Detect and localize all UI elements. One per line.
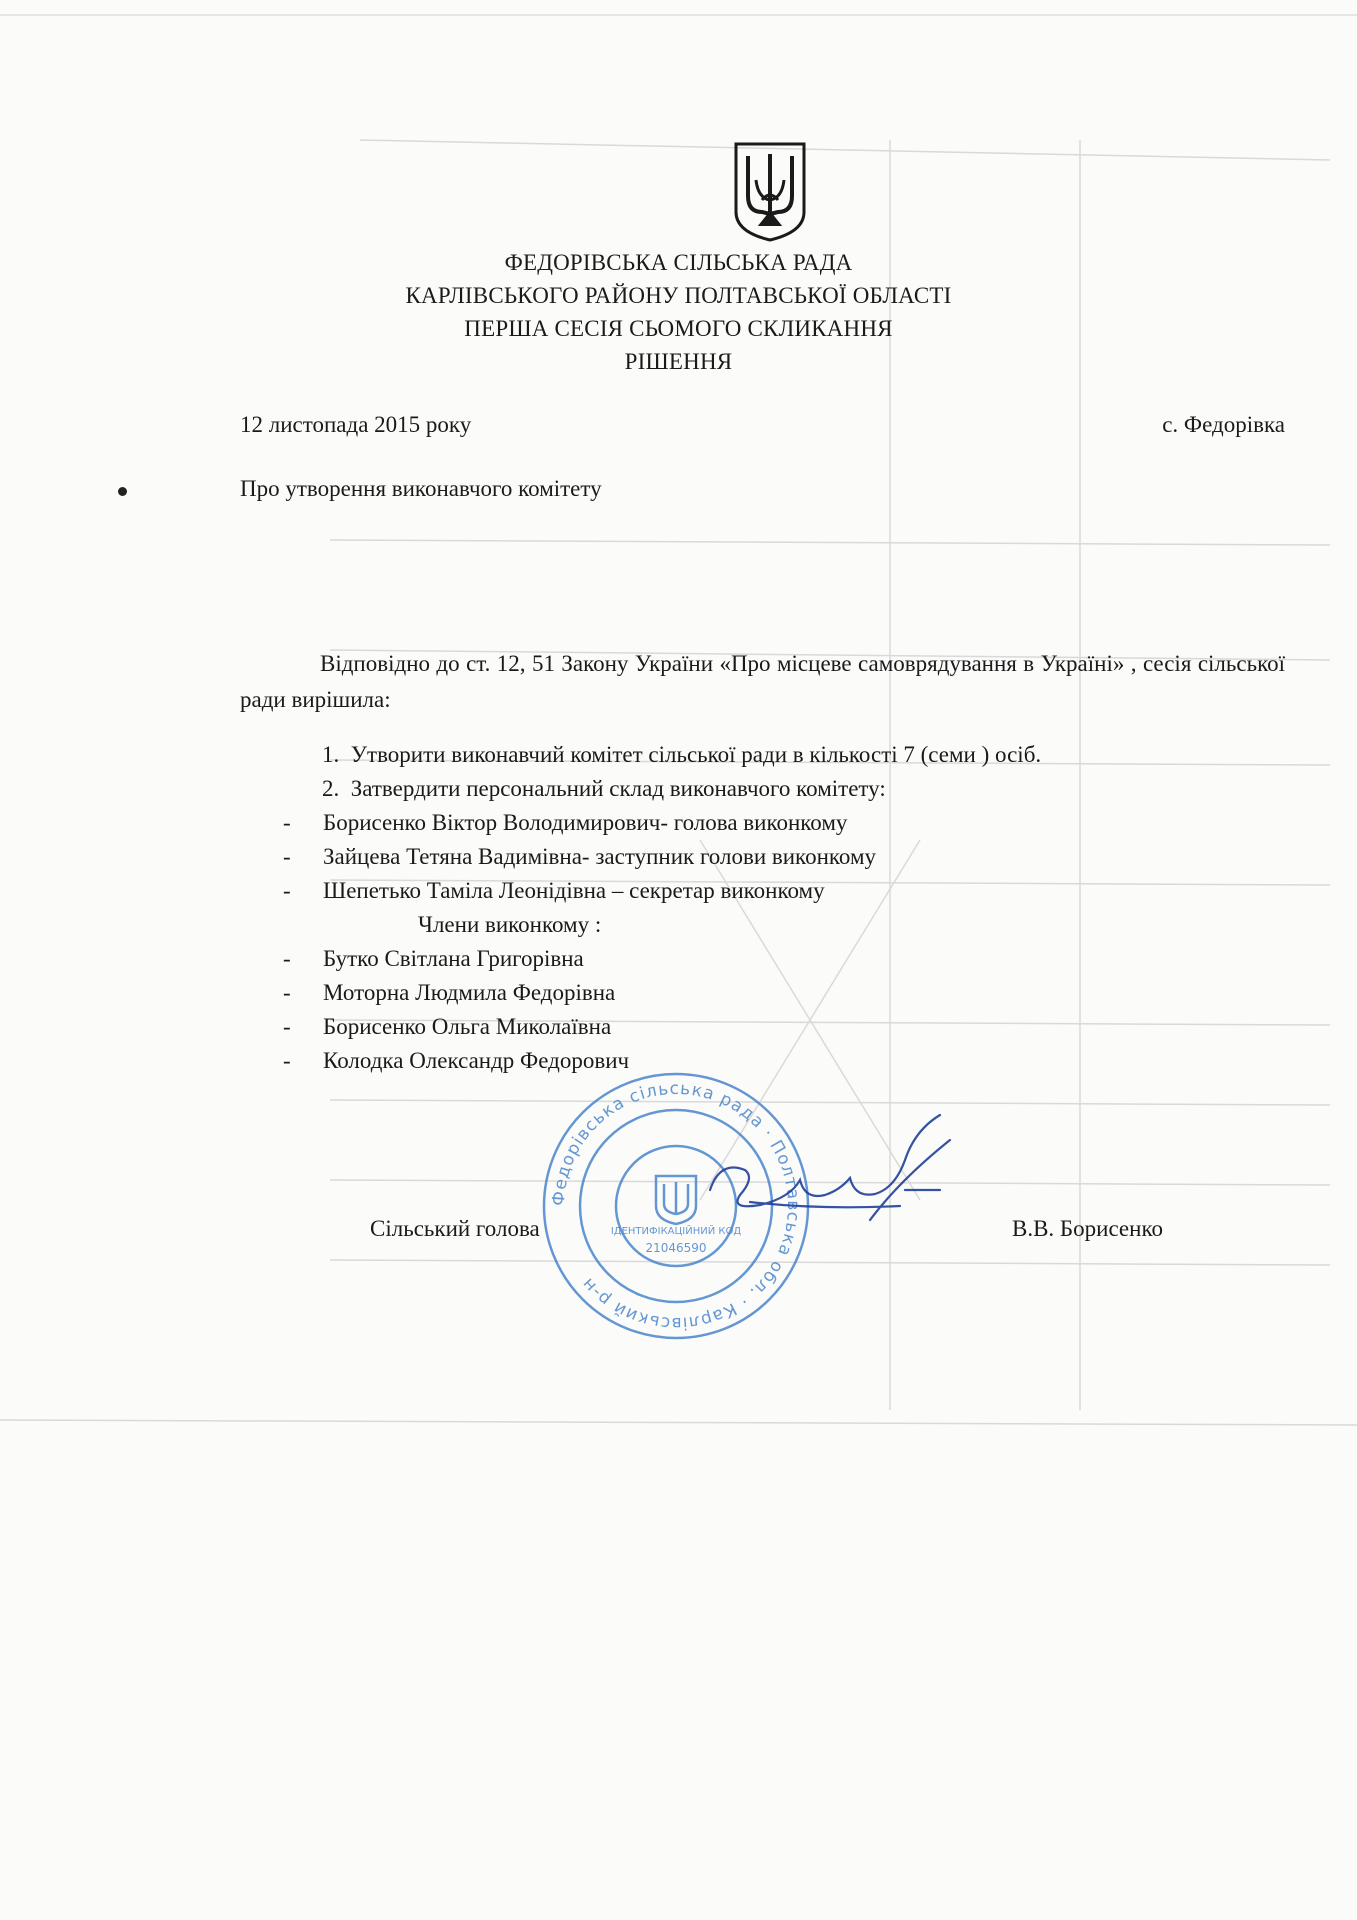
header-session: ПЕРША СЕСІЯ СЬОМОГО СКЛИКАННЯ	[464, 316, 893, 341]
item-text: Затвердити персональний склад виконавчого комітету:	[350, 776, 886, 801]
signature-name: В.В. Борисенко	[1012, 1216, 1163, 1241]
stamp-outer-text: Федорівська сільська рада · Полтавська обл. · Карлівський р-н	[548, 1078, 804, 1334]
header-decision: РІШЕННЯ	[624, 349, 733, 374]
margin-mark	[118, 487, 127, 496]
handwritten-signature	[700, 1110, 960, 1240]
header-council-name: ФЕДОРІВСЬКА СІЛЬСЬКА РАДА	[504, 250, 853, 275]
item-number: 2.	[322, 776, 340, 801]
decision-item-1	[322, 742, 1041, 768]
member-item: - Бутко Світлана Григорівна	[283, 946, 584, 971]
item-number: 1.	[322, 742, 340, 767]
decision-date: 12 листопада 2015 року	[240, 412, 472, 437]
member-item: - Моторна Людмила Федорівна	[283, 980, 616, 1005]
page-edge	[0, 14, 1357, 16]
stamp-inner-text: ІДЕНТИФІКАЦІЙНИЙ КОД	[610, 1226, 742, 1237]
decision-subject: Про утворення виконавчого комітету	[240, 476, 602, 501]
leader-item: - Зайцева Тетяна Вадимівна- заступник голови виконкому	[283, 844, 876, 869]
item-text: Утворити виконавчий комітет сільської ради в кількості 7 (семи ) осіб.	[350, 742, 1042, 767]
leader-item: - Шепетько Таміла Леонідівна – секретар виконкому	[283, 878, 825, 903]
member-item: - Колодка Олександр Федорович	[283, 1048, 630, 1073]
stamp-trident-icon	[656, 1176, 696, 1224]
stamp-code: 21046590	[645, 1241, 707, 1255]
decision-place: с. Федорівка	[1162, 412, 1285, 437]
signature-title: Сільський голова	[370, 1216, 540, 1241]
member-item: - Борисенко Ольга Миколаївна	[283, 1014, 612, 1039]
decision-item-2	[322, 776, 886, 802]
header-district: КАРЛІВСЬКОГО РАЙОНУ ПОЛТАВСЬКОЇ ОБЛАСТІ	[405, 283, 952, 308]
trident-emblem-icon	[732, 140, 808, 244]
leader-item: - Борисенко Віктор Володимирович- голова виконкому	[283, 810, 848, 835]
members-heading: Члени виконкому :	[418, 912, 602, 937]
preamble-paragraph: Відповідно до ст. 12, 51 Закону України «Про місцеве самоврядування в Україні» , сесія сільської ради вирішила:	[240, 651, 1285, 712]
